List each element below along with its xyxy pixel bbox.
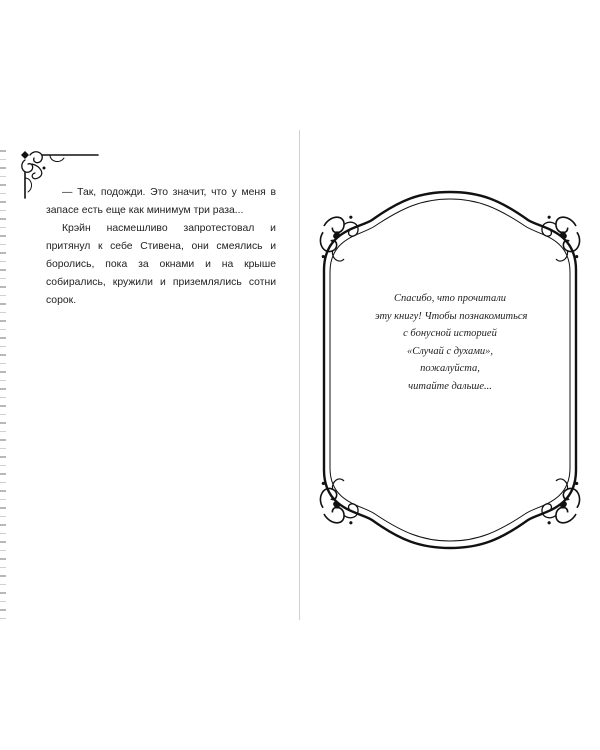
closing-line: с бонусной историей <box>403 328 497 339</box>
closing-line: читайте дальше... <box>408 380 492 392</box>
story-text <box>46 184 276 310</box>
paragraph: Крэйн насмешливо запротестовал и притянул к себе Стивена, они смеялись и боролись, пока за окнами и на крыше собирались, кружили и приземлялись сотни сорок. <box>46 223 276 306</box>
closing-line: эту книгу! Чтобы познакомиться <box>375 310 528 322</box>
left-page <box>0 0 299 750</box>
closing-line: «Случай с духами», <box>406 345 494 357</box>
closing-line: пожалуйста, <box>420 363 480 374</box>
paragraph: — Так, подожди. Это значит, что у меня в запасе есть еще как минимум три раза... <box>46 187 276 216</box>
closing-message <box>375 290 528 395</box>
closing-line: Спасибо, что прочитали <box>393 293 507 304</box>
right-page <box>300 0 600 750</box>
page-edge-marks <box>0 150 6 620</box>
